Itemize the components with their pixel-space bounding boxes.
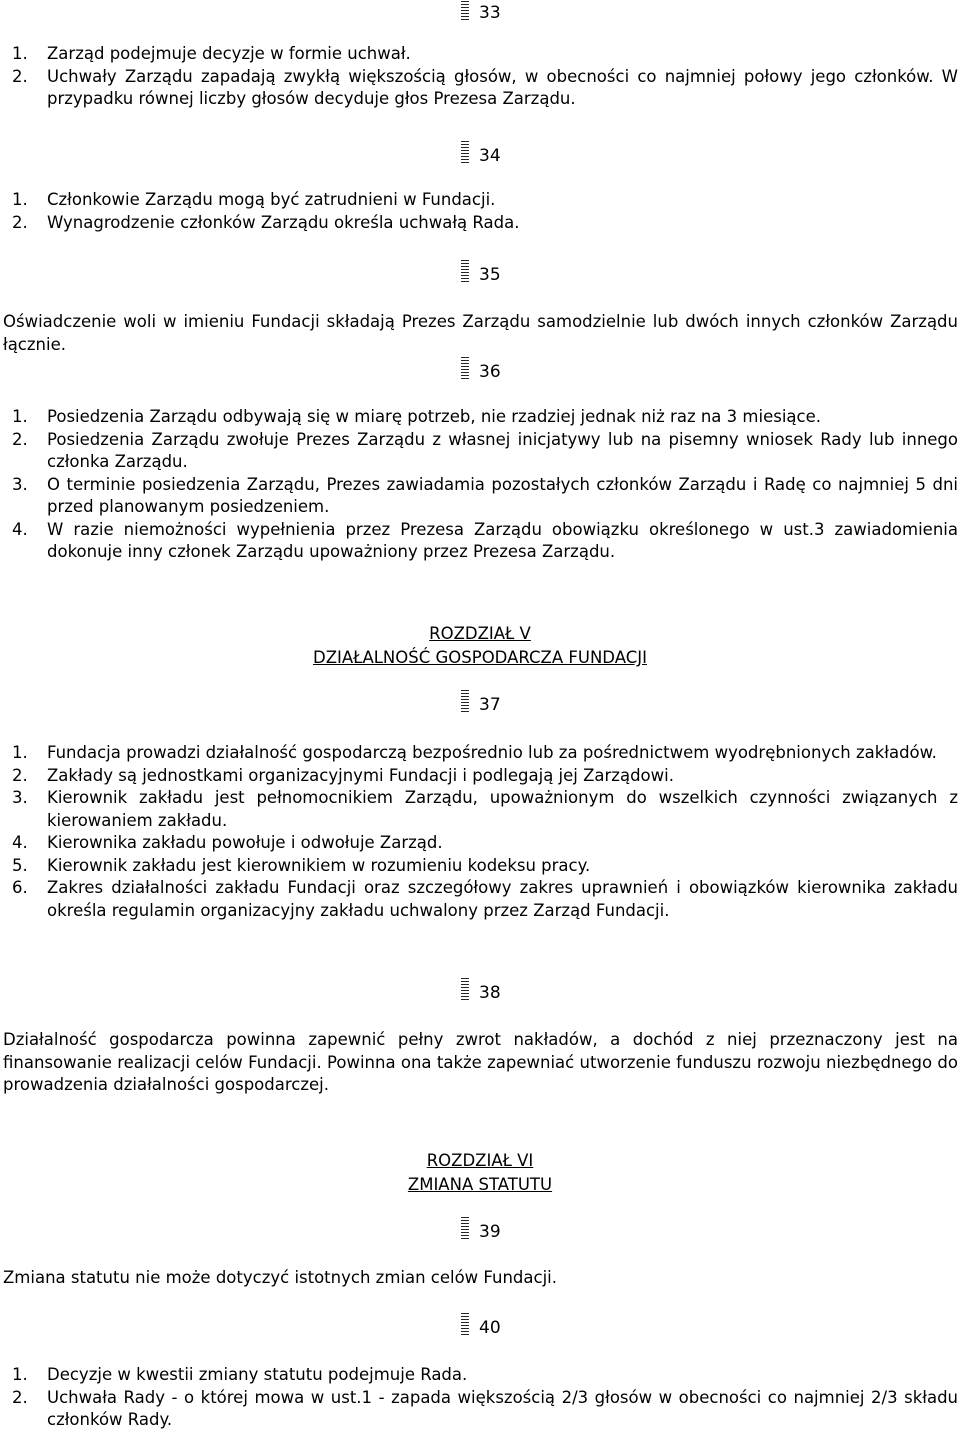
list-item: 2. Posiedzenia Zarządu zwołuje Prezes Zarządu z własnej inicjatywy lub na pisemny wniosek Rady lub innego członka Zarządu. [12,429,958,471]
section-symbol-icon [461,141,469,163]
list-item: 1. Decyzje w kwestii zmiany statutu podejmuje Rada. [12,1365,468,1384]
list-item: 2. Zakłady są jednostkami organizacyjnymi Fundacji i podlegają jej Zarządowi. [12,765,674,785]
section-heading-34: 34 [461,141,501,171]
list-item: 1. Zarząd podejmuje decyzje w formie uchwał. [12,44,411,63]
chapter-number: ROZDZIAŁ V [429,624,531,643]
section-35-text: Oświadczenie woli w imieniu Fundacji składają Prezes Zarządu samodzielnie lub dwóch innych członków Zarządu łącznie. [3,312,958,354]
section-symbol-icon [461,357,469,379]
section-symbol-icon [461,1217,469,1239]
section-heading-35: 35 [461,260,501,290]
section-37-list [12,742,958,922]
section-38-text: Działalność gospodarcza powinna zapewnić pełny zwrot nakładów, a dochód z niej przeznaczony jest na finansowanie realizacji celów Fundacji. Powinna ona także zapewniać utworzenie funduszu rozwoju niezbędnego do prowadzenia działalności gospodarczej. [3,1030,958,1094]
list-item: 1. Członkowie Zarządu mogą być zatrudnieni w Fundacji. [12,190,496,209]
section-symbol-icon [461,690,469,712]
section-heading-39: 39 [461,1217,501,1247]
list-item: 3. O terminie posiedzenia Zarządu, Prezes zawiadamia pozostałych członków Zarządu i Radę co najmniej 5 dni przed planowanym posiedzeniem. [12,474,958,516]
section-symbol-icon [461,1313,469,1335]
chapter-title: ZMIANA STATUTU [407,1175,553,1194]
section-33-list [12,43,958,111]
section-34-list [12,189,958,234]
list-item: 4. W razie niemożności wypełnienia przez Prezesa Zarządu obowiązku określonego w ust.3 zawiadomienia dokonuje inny członek Zarządu upoważniony przez Prezesa Zarządu. [12,519,958,561]
section-heading-38: 38 [461,978,501,1008]
section-heading-33: 33 [461,0,501,28]
list-item: 2. Uchwała Rady - o której mowa w ust.1 - zapada większością 2/3 głosów w obecności co najmniej 2/3 składu członków Rady. [12,1387,958,1429]
section-36-list [12,406,958,564]
chapter-number: ROZDZIAŁ VI [426,1151,534,1170]
list-item: 1. Posiedzenia Zarządu odbywają się w miarę potrzeb, nie rzadziej jednak niż raz na 3 miesiące. [12,407,821,426]
section-heading-36: 36 [461,357,501,387]
chapter-title: DZIAŁALNOŚĆ GOSPODARCZA FUNDACJI [313,648,647,667]
chapter-6-heading [0,1149,960,1197]
list-item: 2. Wynagrodzenie członków Zarządu określa uchwałą Rada. [12,212,520,232]
section-heading-37: 37 [461,690,501,720]
section-symbol-icon [461,978,469,1000]
list-item: 3. Kierownik zakładu jest pełnomocnikiem Zarządu, upoważnionym do wszelkich czynności związanych z kierowaniem zakładu. [12,788,958,830]
list-item: 1. Fundacja prowadzi działalność gospodarczą bezpośrednio lub za pośrednictwem wyodrębnionych zakładów. [12,743,937,762]
list-item: 2. Uchwały Zarządu zapadają zwykłą większością głosów, w obecności co najmniej połowy jego członków. W przypadku równej liczby głosów decyduje głos Prezesa Zarządu. [12,66,958,108]
section-symbol-icon [461,0,469,20]
list-item: 4. Kierownika zakładu powołuje i odwołuje Zarząd. [12,833,443,852]
section-heading-40: 40 [461,1313,501,1343]
section-40-list [12,1364,958,1432]
section-symbol-icon [461,260,469,282]
list-item: 5. Kierownik zakładu jest kierownikiem w rozumieniu kodeksu pracy. [12,855,591,875]
chapter-5-heading [0,622,960,670]
section-39-text: Zmiana statutu nie może dotyczyć istotnych zmian celów Fundacji. [3,1268,557,1287]
list-item: 6. Zakres działalności zakładu Fundacji oraz szczegółowy zakres uprawnień i obowiązków kierownika zakładu określa regulamin organizacyjny zakładu uchwalony przez Zarząd Fundacji. [12,878,958,920]
